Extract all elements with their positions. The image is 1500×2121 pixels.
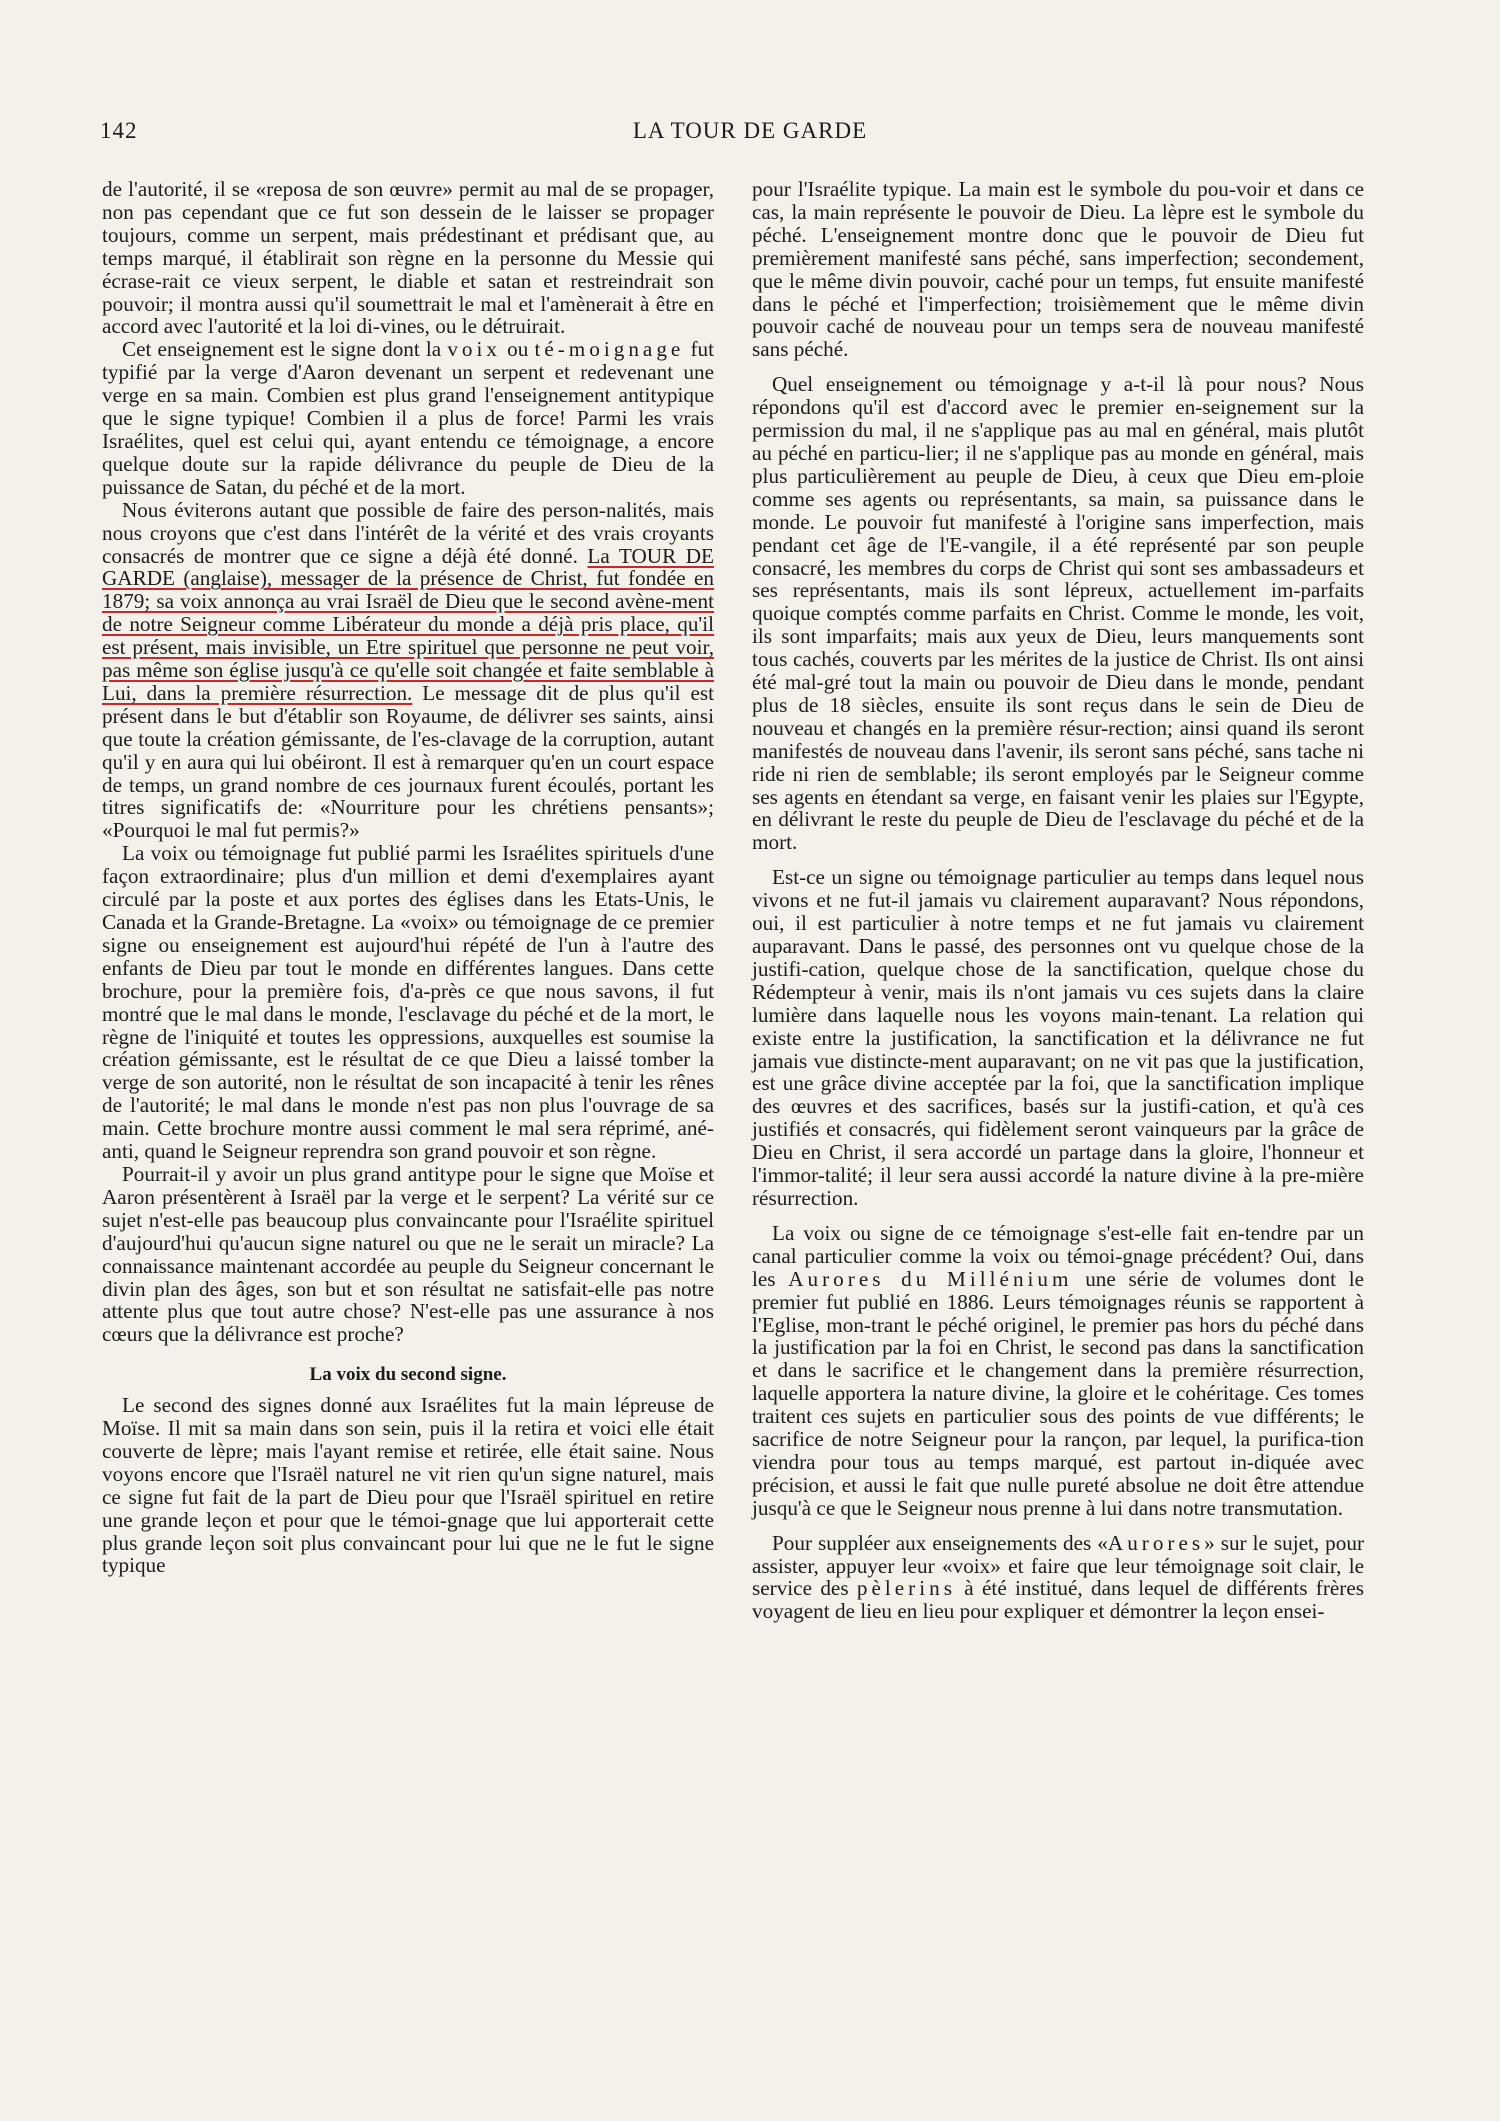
paragraph: Nous éviterons autant que possible de faire des person-nalités, mais nous croyons que c'est dans l'intérêt de la vérité et des vrais croyants consacrés de montrer que ce signe a déjà été donné. La TOUR DE GARDE (anglaise), messager de la présence de Christ, fut fondée en 1879; sa voix annonça au vrai Israël de Dieu que le second avène-ment de notre Seigneur comme Libérateur du monde a déjà pris place, qu'il est présent, mais invisible, un Etre spirituel que personne ne peut voir, pas même son église jusqu'à ce qu'elle soit changée et faite semblable à Lui, dans la première résurrection. Le message dit de plus qu'il est présent dans le but d'établir son Royaume, de délivrer ses saints, ainsi que toute la création gémissante, de l'es-clavage de la corruption, autant qu'il y en aura qui lui obéiront. Il est à remarquer qu'en un court espace de temps, un grand nombre de ces journaux furent écoulés, portant les titres significatifs de: «Nourriture pour les chrétiens pensants»; «Pourquoi le mal fut permis?» bbox=[102, 497, 715, 843]
spaced-title: Aurores du Millénium bbox=[788, 1266, 1073, 1291]
paragraph: pour l'Israélite typique. La main est le symbole du pou-voir et dans ce cas, la main représente le pouvoir de Dieu. La lèpre est le symbole du péché. L'enseignement montre donc que le pouvoir de Dieu fut premièrement manifesté sans péché, sans imperfection; secondement, que le même divin pouvoir, caché pour un temps, fut ensuite manifesté dans le péché et l'imperfection; troisièmement que le même divin pouvoir caché de nouveau pour un temps sera de nouveau manifesté sans péché. bbox=[752, 177, 1364, 362]
paragraph: Pour suppléer aux enseignements des «Aurores» sur le sujet, pour assister, appuyer leur «voix» et faire que leur témoignage soit clair, le service des pèlerins à été institué, dans lequel de différents frères voyagent de lieu en lieu pour expliquer et démontrer la leçon ensei- bbox=[752, 1530, 1365, 1624]
paragraph: La voix ou signe de ce témoignage s'est-elle fait en-tendre par un canal particulier comme la voix ou témoi-gnage précédent? Oui, dans les Aurores du Millénium une série de volumes dont le premier fut publié en 1886. Leurs témoignages réunis se rapportent à l'Eglise, mon-trant le péché originel, le premier pas hors du péché dans la justification par la foi en Christ, le second pas dans la sanctification et dans le sacrifice et le changement dans la première résurrection, laquelle apportera la nature divine, la gloire et le cohéritage. Ces tomes traitent ces sujets en particulier sous des points de vue différents; le sacrifice de notre Seigneur pour la rançon, par lequel, la purifica-tion viendra pour tous au temps marqué, est partout in-diquée avec précision, et aussi le fait que nulle pureté absolue ne doit être attendue jusqu'à ce que le Seigneur nous prenne à lui dans notre transmutation. bbox=[752, 1220, 1364, 1520]
page-number: 142 bbox=[100, 118, 138, 143]
spaced-title: Aurores bbox=[1107, 1530, 1205, 1555]
paragraph: Le second des signes donné aux Israélites fut la main lépreuse de Moïse. Il mit sa main dans son sein, puis il la retira et voici elle était couverte de lèpre; mais l'ayant remise et retirée, elle était saine. Nous voyons encore que l'Israël naturel ne vit rien qu'un signe naturel, mais ce signe fut fait de la part de Dieu pour que l'Israël spirituel en retire une grande leçon et pour que le témoi-gnage que lui apporterait cette plus grande leçon soit plus convaincant pour lui que ne le fut le signe typique bbox=[102, 1393, 714, 1578]
left-column bbox=[102, 178, 714, 1577]
spaced-word: té-moignage bbox=[534, 337, 685, 362]
spaced-word: voix bbox=[447, 337, 501, 362]
running-title: LA TOUR DE GARDE bbox=[632, 118, 868, 143]
paragraph: Quel enseignement ou témoignage y a-t-il là pour nous? Nous répondons qu'il est d'accord avec le premier en-seignement sur la permission du mal, il ne s'applique pas au mal en général, mais plutôt au péché en particu-lier; il ne s'applique pas au monde en général, mais plus particulièrement au peuple de Dieu, à ceux que Dieu em-ploie comme ses agents ou représentants, sa main, sa puissance dans le monde. Le pouvoir fut manifesté à l'origine sans imperfection, mais pendant cet âge de l'E-vangile, il a été représenté par son peuple consacré, les membres du corps de Christ qui sont ses ambassadeurs et ses représentants, mais ils sont lépreux, actuellement im-parfaits quoique comptés comme parfaits en Christ. Comme le monde, les voit, ils sont imparfaits; mais aux yeux de Dieu, leurs manquements sont tous cachés, couverts par les mérites de la justice de Christ. Ils ont ainsi été mal-gré tout la main ou pouvoir de Dieu dans le monde, pendant plus de 18 siècles, ensuite ils sont reçus dans le sein de Dieu de nouveau et changés en la première résur-rection; ainsi quand ils seront manifestés de nouveau dans l'avenir, ils seront sans péché, sans tache ni ride ni rien de semblable; ils seront employés par le Seigneur comme ses agents en étendant sa verge, en faisant venir les plaies sur l'Egypte, en délivrant le reste du peuple de Dieu de l'esclavage du péché et de la mort. bbox=[752, 372, 1364, 855]
right-column bbox=[752, 178, 1364, 1623]
paragraph: Pourrait-il y avoir un plus grand antitype pour le signe que Moïse et Aaron présentèrent à Israël par la verge et le serpent? La vérité sur ce sujet n'est-elle pas beaucoup plus convaincante pour l'Israélite spirituel d'aujourd'hui qu'aucun signe naturel ou que ne le serait un miracle? La connaissance maintenant accordée au peuple du Seigneur concernant le divin plan des âges, son but et son résultat ne satisfait-elle pas notre attente plus que tout autre chose? N'est-elle pas une assurance à nos cœurs que la délivrance est proche? bbox=[102, 1161, 714, 1347]
paragraph: de l'autorité, il se «reposa de son œuvre» permit au mal de se propager, non pas cependant que ce fut son dessein de le laisser se propager toujours, comme un serpent, mais prédestinant et prédisant que, au temps marqué, il établirait son règne en la personne du Messie qui écrase-rait ce vieux serpent, le diable et satan et restreindrait son pouvoir; il montra aussi qu'il soumettrait le mal et l'amènerait à être en accord avec l'autorité et la loi di-vines, ou le détruirait. bbox=[102, 177, 714, 339]
paragraph: Cet enseignement est le signe dont la voix ou té-moignage fut typifié par la verge d'Aaron devenant un serpent et redevenant une verge en sa main. Combien est plus grand l'enseignement antitypique que le signe typique! Combien il a plus de force! Parmi les vrais Israélites, quel est celui qui, ayant entendu ce témoignage, a encore quelque doute sur la rapide délivrance du peuple de Dieu de la puissance de Satan, du péché et de la mort. bbox=[102, 337, 715, 499]
paragraph: Est-ce un signe ou témoignage particulier au temps dans lequel nous vivons et ne fut-il jamais vu clairement auparavant? Nous répondons, oui, il est particulier à notre temps et ne fut jamais vu clairement auparavant. Dans le passé, des personnes ont vu quelque chose de la justifi-cation, quelque chose de la sanctification, quelque chose du Rédempteur à venir, mais ils n'ont jamais vu ces sujets dans la claire lumière dans laquelle nous les voyons main-tenant. La relation qui existe entre la justification, la sanctification et la délivrance ne fut jamais vue distincte-ment auparavant; on ne vit pas que la justification, est une grâce divine acceptée par la foi, que la sanctification implique des œuvres et des sacrifices, basés sur la justifi-cation, et qu'à ces justifiés et consacrés, qui fidèlement seront vainqueurs par la grâce de Dieu en Christ, il sera accordé un partage dans la gloire, l'honneur et l'immor-talité; il leur sera aussi accordé la nature divine à la pre-mière résurrection. bbox=[752, 865, 1364, 1210]
paragraph: La voix ou témoignage fut publié parmi les Israélites spirituels d'une façon extraordinaire; plus d'un million et demi d'exemplaires ayant circulé par la poste et aux portes des églises dans les Etats-Unis, le Canada et la Grande-Bretagne. La «voix» ou témoignage de ce premier signe ou enseignement est aujourd'hui répété de l'un à l'autre des enfants de Dieu par tout le monde en différentes langues. Dans cette brochure, pour la première fois, d'a-près ce que nous savons, il fut montré que le mal dans le monde, l'esclavage du péché et de la mort, le règne de l'iniquité et toutes les oppressions, auxquelles est soumise la création gémissante, est le résultat de ce que Dieu a laissé tomber la verge de son autorité, non le résultat de son incapacité à tenir les rênes de l'autorité; le mal dans le monde n'est pas non plus l'ouvrage de sa main. Cette brochure montre aussi comment le mal sera réprimé, ané-anti, quand le Seigneur reprendra son grand pouvoir et son règne. bbox=[102, 841, 714, 1164]
section-heading: La voix du second signe. bbox=[309, 1364, 507, 1386]
page-header bbox=[100, 118, 1400, 150]
spaced-word: pèlerins bbox=[856, 1576, 956, 1601]
underlined-passage: La TOUR DE GARDE (anglaise), messager de la présence de Christ, fut fondée en 1879; sa voix annonça au vrai Israël de Dieu que le second avène-ment de notre Seigneur comme Libérateur du monde a déjà pris place, qu'il est présent, mais invisible, un Etre spirituel que personne ne peut voir, pas même son église jusqu'à ce qu'elle soit changée et faite semblable à Lui, dans la première résurrection. bbox=[102, 543, 715, 705]
